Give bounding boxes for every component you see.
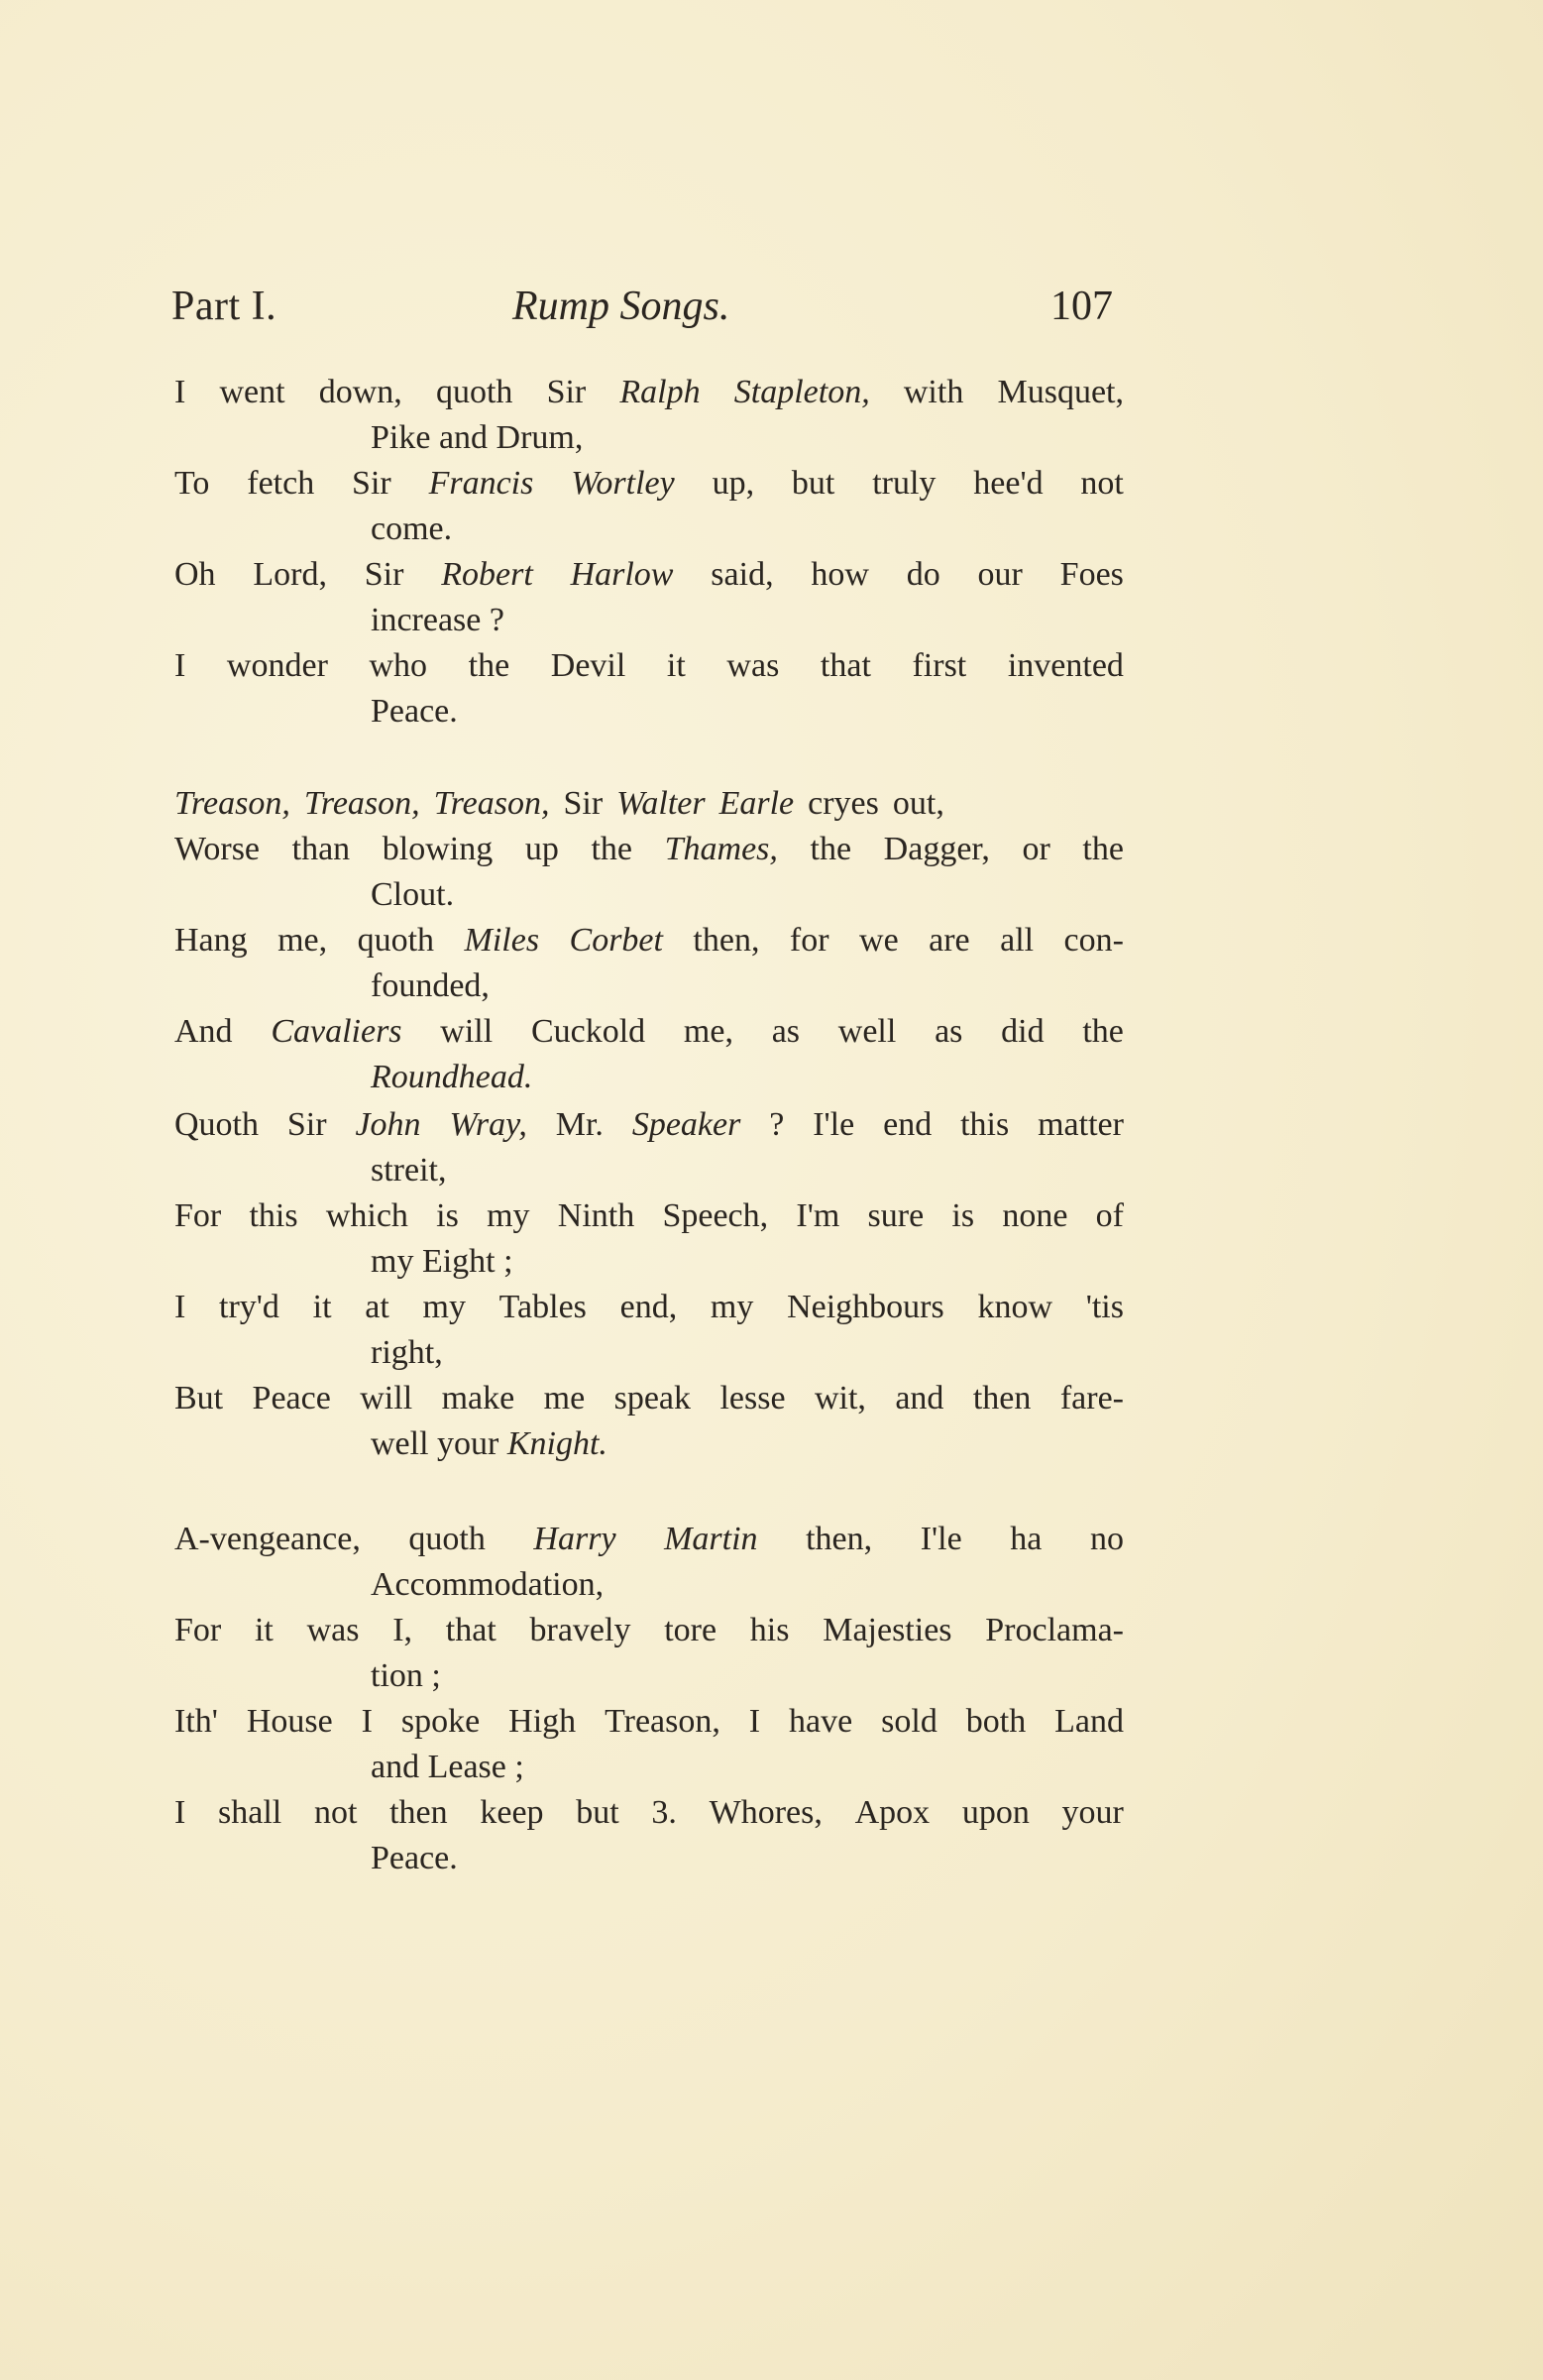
continuation-text: streit, bbox=[371, 1152, 447, 1189]
verse-line bbox=[174, 1608, 1124, 1653]
verse-word: blowing bbox=[382, 831, 494, 867]
verse-word: For bbox=[174, 1612, 222, 1648]
verse-word: first bbox=[912, 647, 967, 684]
verse-word: which bbox=[325, 1197, 408, 1234]
verse-word: Ralph bbox=[619, 374, 701, 410]
verse-word: I'm bbox=[796, 1197, 840, 1234]
verse-word: the bbox=[468, 647, 510, 684]
verse-word: Sir bbox=[546, 374, 587, 410]
verse-word: Treason, bbox=[174, 785, 290, 822]
verse-line bbox=[174, 781, 1124, 827]
verse-line-continuation bbox=[174, 598, 1124, 643]
verse-line bbox=[174, 1285, 1124, 1330]
verse-word: of bbox=[1095, 1197, 1124, 1234]
verse-line-continuation bbox=[174, 689, 1124, 735]
verse-word: Harlow bbox=[570, 556, 674, 593]
verse-word: fare- bbox=[1059, 1380, 1124, 1417]
verse-line-continuation bbox=[174, 1836, 1124, 1881]
verse-word: who bbox=[369, 647, 428, 684]
verse-word: his bbox=[749, 1612, 790, 1648]
verse-word: hee'd bbox=[973, 465, 1044, 502]
verse-word: House bbox=[246, 1703, 333, 1740]
verse-line-continuation bbox=[174, 507, 1124, 552]
verse-word: me bbox=[543, 1380, 586, 1417]
verse-word: do bbox=[906, 556, 940, 593]
verse-word: your bbox=[1061, 1794, 1124, 1831]
verse-word: but bbox=[791, 465, 835, 502]
verse-word: as bbox=[771, 1013, 801, 1050]
continuation-text: Pike and Drum, bbox=[371, 419, 584, 456]
verse-word: will bbox=[440, 1013, 494, 1050]
verse-word: try'd bbox=[219, 1289, 279, 1325]
verse-word: spoke bbox=[400, 1703, 481, 1740]
verse-word: no bbox=[1089, 1521, 1124, 1557]
verse-word: and bbox=[895, 1380, 944, 1417]
stanza bbox=[174, 370, 1124, 735]
verse-word: John bbox=[355, 1106, 421, 1143]
verse-word: quoth bbox=[435, 374, 513, 410]
verse-line-continuation bbox=[174, 415, 1124, 461]
verse-word: Whores, bbox=[709, 1794, 823, 1831]
verse-word: shall bbox=[218, 1794, 282, 1831]
verse-line-continuation bbox=[174, 1421, 1124, 1467]
verse-word: that bbox=[820, 647, 871, 684]
verse-word: Musquet, bbox=[997, 374, 1124, 410]
verse-word: me, bbox=[277, 922, 328, 959]
continuation-text: founded, bbox=[371, 967, 490, 1004]
verse-word: High bbox=[508, 1703, 577, 1740]
verse-word: Majesties bbox=[823, 1612, 952, 1648]
verse-word: than bbox=[291, 831, 351, 867]
verse-word: well bbox=[837, 1013, 897, 1050]
continuation-text: and Lease ; bbox=[371, 1749, 524, 1785]
verse-word: Cuckold bbox=[530, 1013, 646, 1050]
verse-word: Oh bbox=[174, 556, 216, 593]
verse-word: keep bbox=[480, 1794, 544, 1831]
verse-word: my bbox=[487, 1197, 530, 1234]
verse-word: went bbox=[219, 374, 285, 410]
verse-line-continuation bbox=[174, 1562, 1124, 1608]
verse-word: Martin bbox=[664, 1521, 758, 1557]
verse-word: And bbox=[174, 1013, 233, 1050]
verse-word: was bbox=[726, 647, 780, 684]
verse-word: I bbox=[174, 1289, 186, 1325]
verse-word: 3. bbox=[651, 1794, 677, 1831]
verse-word: Lord, bbox=[253, 556, 327, 593]
verse-line-continuation bbox=[174, 963, 1124, 1009]
verse-word: the bbox=[1082, 831, 1124, 867]
verse-word: But bbox=[174, 1380, 224, 1417]
part-label: Part I. bbox=[171, 283, 277, 329]
verse-word: Apox bbox=[854, 1794, 931, 1831]
continuation-text: my Eight ; bbox=[371, 1243, 513, 1280]
verse-word: this bbox=[249, 1197, 298, 1234]
verse-word: then, bbox=[693, 922, 760, 959]
verse-word: fetch bbox=[247, 465, 315, 502]
verse-word: Sir bbox=[563, 785, 604, 822]
verse-word: I bbox=[174, 374, 186, 410]
verse-word: sold bbox=[881, 1703, 937, 1740]
verse-line bbox=[174, 1699, 1124, 1745]
verse-line-continuation bbox=[174, 1239, 1124, 1285]
verse-word: Land bbox=[1054, 1703, 1124, 1740]
verse-word: Corbet bbox=[569, 922, 663, 959]
verse-word: Quoth bbox=[174, 1106, 259, 1143]
verse-word: Miles bbox=[464, 922, 540, 959]
verse-word: Foes bbox=[1059, 556, 1124, 593]
verse-word: make bbox=[441, 1380, 515, 1417]
continuation-text: Accommodation, bbox=[371, 1566, 605, 1603]
verse-line bbox=[174, 370, 1124, 415]
verse-word: Speaker bbox=[631, 1106, 741, 1143]
verse-word: then, bbox=[806, 1521, 873, 1557]
verse-word: upon bbox=[961, 1794, 1030, 1831]
verse-word: then bbox=[389, 1794, 448, 1831]
verse-word: invented bbox=[1007, 647, 1124, 684]
verse-word: Robert bbox=[441, 556, 533, 593]
verse-word: I bbox=[361, 1703, 373, 1740]
verse-word: I'le bbox=[920, 1521, 962, 1557]
page-number: 107 bbox=[1050, 283, 1113, 329]
verse-word: at bbox=[365, 1289, 389, 1325]
verse-word: Sir bbox=[364, 556, 404, 593]
verse-word: 'tis bbox=[1085, 1289, 1124, 1325]
verse-word: will bbox=[360, 1380, 413, 1417]
verse-word: Proclama- bbox=[985, 1612, 1124, 1648]
verse-word: Thames, bbox=[664, 831, 778, 867]
verse-word: I, bbox=[392, 1612, 413, 1648]
verse-word: A-vengeance, bbox=[174, 1521, 361, 1557]
verse-word: my bbox=[422, 1289, 466, 1325]
verse-word: Tables bbox=[498, 1289, 587, 1325]
verse-word: I bbox=[174, 647, 186, 684]
verse-word: Treason, bbox=[433, 785, 550, 822]
verse-word: Wray, bbox=[449, 1106, 527, 1143]
verse-word: Hang bbox=[174, 922, 248, 959]
verse-word: then bbox=[972, 1380, 1032, 1417]
verse-line-continuation bbox=[174, 1055, 1124, 1100]
verse-word: how bbox=[811, 556, 869, 593]
verse-word: matter bbox=[1038, 1106, 1124, 1143]
verse-word: Treason, bbox=[303, 785, 420, 822]
stanza bbox=[174, 781, 1124, 1100]
verse-word: it bbox=[254, 1612, 274, 1648]
verse-word: truly bbox=[872, 465, 937, 502]
verse-word: Sir bbox=[286, 1106, 327, 1143]
verse-word: for bbox=[789, 922, 829, 959]
verse-word: wit, bbox=[814, 1380, 866, 1417]
verse-word: me, bbox=[683, 1013, 733, 1050]
verse-word: To bbox=[174, 465, 210, 502]
verse-line-continuation bbox=[174, 1148, 1124, 1193]
continuation-text: Peace. bbox=[371, 1840, 458, 1876]
verse-word: it bbox=[666, 647, 686, 684]
verse-word: are bbox=[929, 922, 970, 959]
verse-line bbox=[174, 1517, 1124, 1562]
verse-word: For bbox=[174, 1197, 222, 1234]
continuation-text: come. bbox=[371, 510, 453, 547]
verse-word: with bbox=[903, 374, 964, 410]
verse-line-continuation bbox=[174, 1745, 1124, 1790]
verse-word: sure bbox=[867, 1197, 925, 1234]
verse-line bbox=[174, 461, 1124, 507]
verse-word: lesse bbox=[719, 1380, 786, 1417]
verse-word: Ninth bbox=[557, 1197, 635, 1234]
verse-word: cryes bbox=[808, 785, 879, 822]
verse-word: is bbox=[436, 1197, 459, 1234]
verse-word: down, bbox=[318, 374, 402, 410]
verse-word: ? bbox=[769, 1106, 785, 1143]
verse-word: did bbox=[1001, 1013, 1045, 1050]
verse-word: we bbox=[859, 922, 899, 959]
continuation-text: right, bbox=[371, 1334, 443, 1371]
verse-word: Francis bbox=[428, 465, 534, 502]
verse-line-continuation bbox=[174, 1653, 1124, 1699]
verse-line bbox=[174, 1376, 1124, 1421]
verse-word: know bbox=[977, 1289, 1052, 1325]
verse-word: out, bbox=[892, 785, 944, 822]
verse-word: Cavaliers bbox=[271, 1013, 402, 1050]
verse-word: end bbox=[883, 1106, 933, 1143]
verse-word: Walter bbox=[616, 785, 706, 822]
verse-word: have bbox=[789, 1703, 853, 1740]
verse-word: tore bbox=[664, 1612, 717, 1648]
verse-word: both bbox=[965, 1703, 1027, 1740]
verse-word: up, bbox=[712, 465, 755, 502]
continuation-text: tion ; bbox=[371, 1657, 441, 1694]
verse-word: end, bbox=[619, 1289, 678, 1325]
verse-word: quoth bbox=[357, 922, 435, 959]
continuation-text: increase ? bbox=[371, 602, 504, 638]
verse-line-continuation bbox=[174, 1330, 1124, 1376]
verse-word: or bbox=[1022, 831, 1050, 867]
verse-word: wonder bbox=[226, 647, 328, 684]
verse-word: Speech, bbox=[662, 1197, 769, 1234]
verse-word: I bbox=[174, 1794, 186, 1831]
verse-word: Treason, bbox=[605, 1703, 720, 1740]
verse-word: Neighbours bbox=[787, 1289, 944, 1325]
verse-word: that bbox=[445, 1612, 496, 1648]
verse-word: I'le bbox=[813, 1106, 855, 1143]
verse-word: Devil bbox=[550, 647, 626, 684]
verse-word: is bbox=[951, 1197, 975, 1234]
verse-line bbox=[174, 918, 1124, 963]
verse-word: Dagger, bbox=[883, 831, 990, 867]
verse-word: up bbox=[524, 831, 559, 867]
verse-word: but bbox=[576, 1794, 619, 1831]
verse-word: not bbox=[313, 1794, 358, 1831]
continuation-text: Roundhead. bbox=[371, 1059, 533, 1095]
verse-line bbox=[174, 1102, 1124, 1148]
verse-line-continuation bbox=[174, 872, 1124, 918]
verse-line bbox=[174, 552, 1124, 598]
verse-word: Stapleton, bbox=[733, 374, 870, 410]
verse-word: my bbox=[710, 1289, 754, 1325]
verse-word: Harry bbox=[533, 1521, 616, 1557]
verse-word: Sir bbox=[352, 465, 391, 502]
stanza bbox=[174, 1102, 1124, 1467]
verse-word: con- bbox=[1063, 922, 1124, 959]
verse-line bbox=[174, 643, 1124, 689]
verse-line bbox=[174, 1790, 1124, 1836]
verse-word: Ith' bbox=[174, 1703, 218, 1740]
verse-word: as bbox=[935, 1013, 963, 1050]
continuation-text: Peace. bbox=[371, 693, 458, 730]
verse-word: bravely bbox=[529, 1612, 631, 1648]
verse-word: all bbox=[1000, 922, 1035, 959]
verse-word: speak bbox=[613, 1380, 692, 1417]
verse-word: our bbox=[977, 556, 1023, 593]
verse-word: quoth bbox=[408, 1521, 486, 1557]
verse-word: this bbox=[960, 1106, 1010, 1143]
stanza bbox=[174, 1517, 1124, 1881]
book-title: Rump Songs. bbox=[512, 283, 730, 329]
verse-word: Earle bbox=[718, 785, 795, 822]
verse-word: said, bbox=[711, 556, 774, 593]
verse-word: was bbox=[306, 1612, 360, 1648]
verse-word: Mr. bbox=[555, 1106, 604, 1143]
verse-word: it bbox=[312, 1289, 332, 1325]
verse-line bbox=[174, 1009, 1124, 1055]
verse-word: Wortley bbox=[571, 465, 675, 502]
verse-word: Worse bbox=[174, 831, 261, 867]
verse-word: Peace bbox=[252, 1380, 331, 1417]
verse-word: I bbox=[748, 1703, 761, 1740]
verse-word: none bbox=[1002, 1197, 1068, 1234]
continuation-text: Clout. bbox=[371, 876, 455, 913]
verse-word: the bbox=[1082, 1013, 1124, 1050]
verse-line bbox=[174, 1193, 1124, 1239]
verse-word: the bbox=[810, 831, 852, 867]
verse-word: the bbox=[591, 831, 632, 867]
continuation-text: well your bbox=[371, 1425, 507, 1462]
verse-word: not bbox=[1080, 465, 1124, 502]
running-header bbox=[171, 283, 1123, 342]
verse-line bbox=[174, 827, 1124, 872]
continuation-tail: Knight. bbox=[506, 1425, 607, 1462]
verse-word: ha bbox=[1010, 1521, 1043, 1557]
